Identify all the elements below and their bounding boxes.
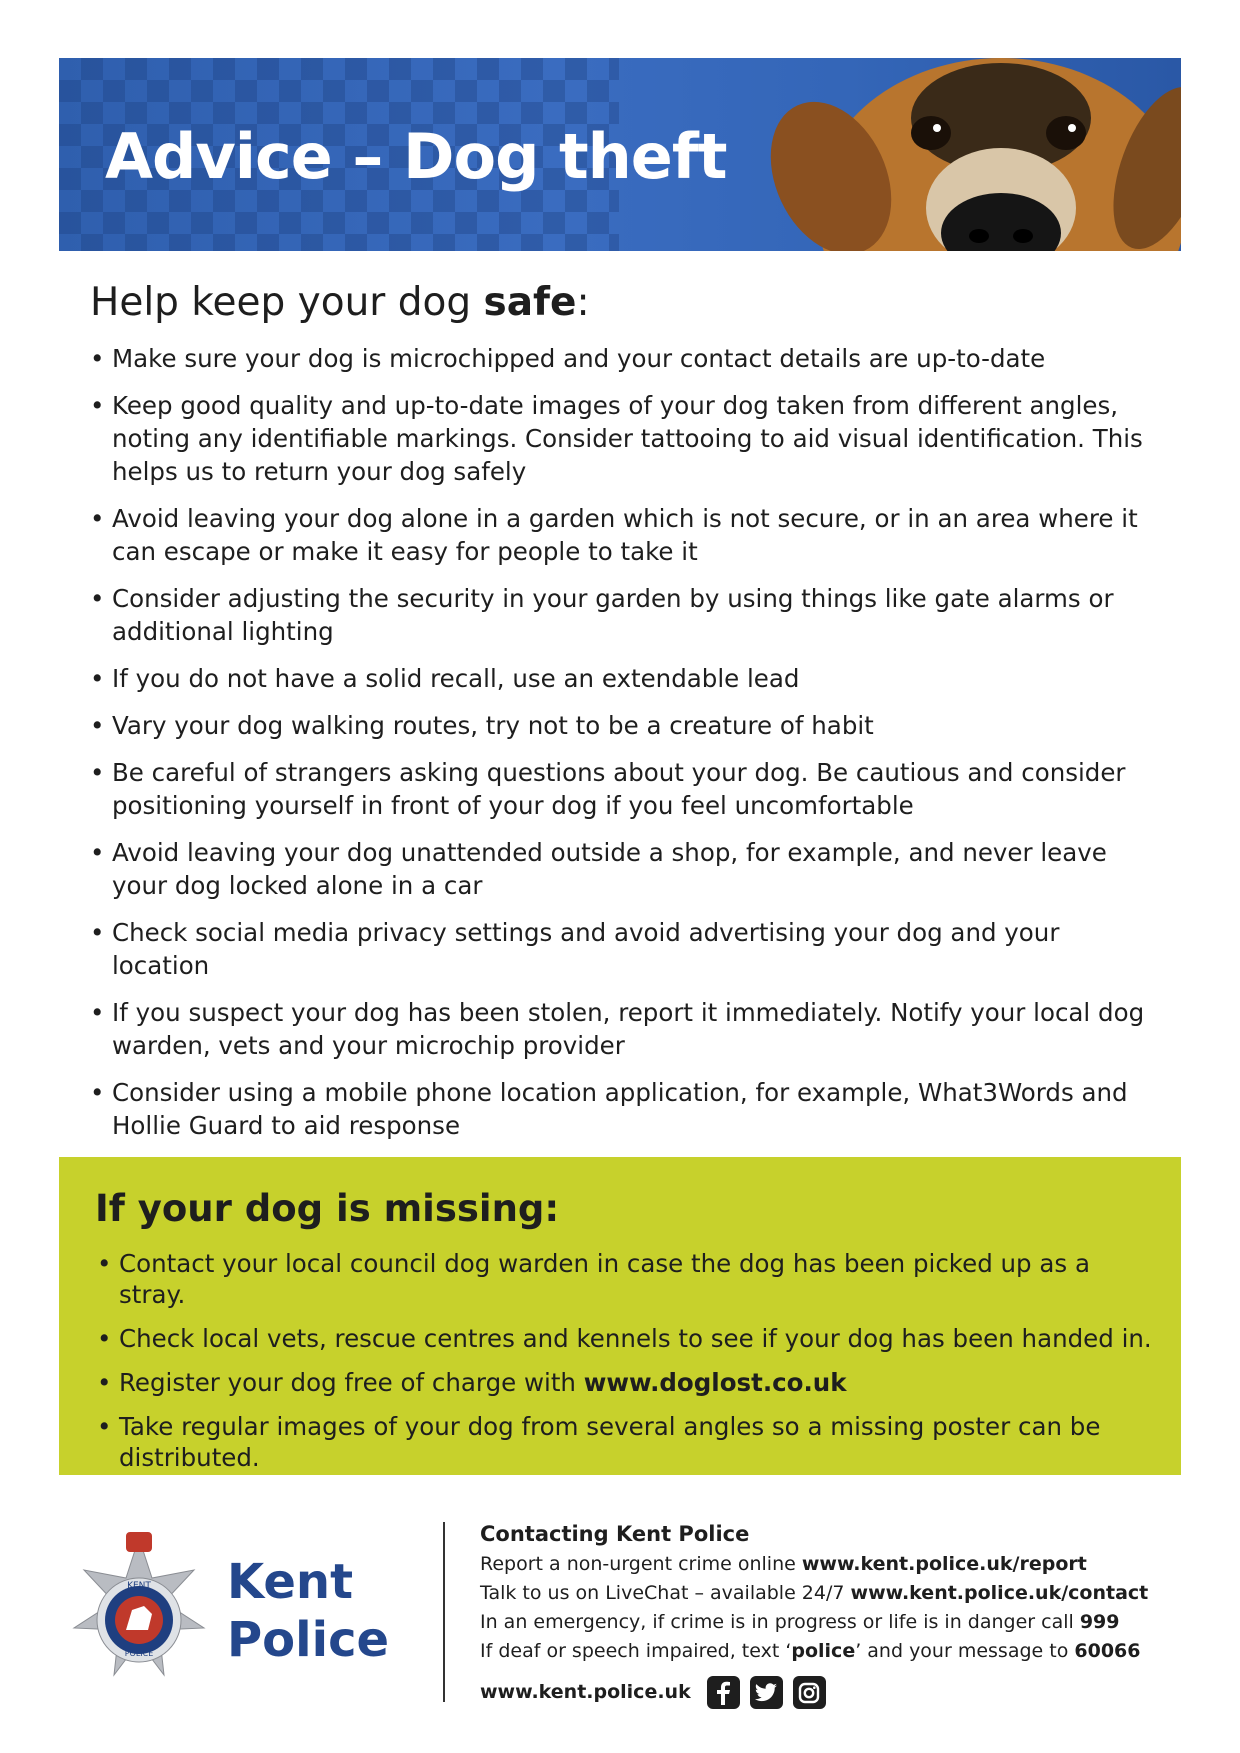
list-item: • Vary your dog walking routes, try not to be a creature of habit (88, 709, 1148, 742)
instagram-icon[interactable] (793, 1676, 826, 1709)
report-link[interactable]: www.kent.police.uk/report (801, 1553, 1087, 1575)
list-item: • Contact your local council dog warden in case the dog has been picked up as a stray. (95, 1248, 1155, 1310)
text-keyword: police (791, 1640, 856, 1662)
facebook-icon[interactable] (707, 1676, 740, 1709)
list-item (95, 1367, 1155, 1398)
list-item: • Consider adjusting the security in your garden by using things like gate alarms or additional lighting (88, 582, 1148, 648)
missing-dog-panel (59, 1157, 1181, 1475)
contact-line-emergency (480, 1608, 1148, 1637)
contact-line-report (480, 1550, 1148, 1579)
safety-heading-suffix: : (576, 280, 590, 325)
website-link[interactable]: www.kent.police.uk (480, 1681, 691, 1703)
list-item: • Avoid leaving your dog unattended outside a shop, for example, and never leave your dog locked alone in a car (88, 836, 1148, 902)
brand-line-1: Kent (227, 1554, 354, 1610)
safety-heading (90, 280, 590, 325)
badge-bottom-text: POLICE (124, 1649, 154, 1658)
text-number: 60066 (1074, 1640, 1141, 1662)
safety-heading-bold: safe (483, 280, 577, 325)
emergency-number: 999 (1079, 1611, 1120, 1633)
list-item: • Avoid leaving your dog alone in a garden which is not secure, or in an area where it can escape or make it easy for people to take it (88, 502, 1148, 568)
contact-line-text (480, 1637, 1148, 1666)
brand-line-2: Police (227, 1612, 390, 1668)
contact-link[interactable]: www.kent.police.uk/contact (850, 1582, 1149, 1604)
list-item: • Check social media privacy settings and avoid advertising your dog and your location (88, 916, 1148, 982)
contact-text: In an emergency, if crime is in progress or life is in danger call (480, 1611, 1080, 1633)
doglost-link[interactable]: www.doglost.co.uk (583, 1368, 847, 1397)
kent-police-badge-icon (64, 1530, 214, 1686)
brand-name (227, 1553, 389, 1669)
page-title: Advice – Dog theft (105, 120, 727, 193)
contact-heading: Contacting Kent Police (480, 1522, 750, 1546)
contact-text: Talk to us on LiveChat – available 24/7 (480, 1582, 851, 1604)
header-banner (59, 58, 1181, 251)
list-item: • If you suspect your dog has been stolen, report it immediately. Notify your local dog warden, vets and your microchip provider (88, 996, 1148, 1062)
badge-top-text: KENT (127, 1581, 151, 1591)
list-item: • Take regular images of your dog from several angles so a missing poster can be distributed. (95, 1411, 1155, 1473)
missing-heading: If your dog is missing: (95, 1187, 560, 1230)
list-item: • Be careful of strangers asking questions about your dog. Be cautious and consider positioning yourself in front of your dog if you feel uncomfortable (88, 756, 1148, 822)
list-item: • Keep good quality and up-to-date images of your dog taken from different angles, noting any identifiable markings. Consider tattooing to aid visual identification. This helps us to return your dog safely (88, 389, 1148, 488)
website-row (480, 1676, 1148, 1709)
missing-steps-list (95, 1248, 1155, 1486)
contact-line-livechat (480, 1579, 1148, 1608)
register-text: Register your dog free of charge with (119, 1368, 584, 1397)
dog-photo (711, 58, 1181, 251)
safety-heading-prefix: Help keep your dog (90, 280, 484, 325)
contact-block (480, 1518, 1148, 1709)
list-item: • Consider using a mobile phone location application, for example, What3Words and Hollie Guard to aid response (88, 1076, 1148, 1142)
safety-tips-list (88, 342, 1148, 1156)
twitter-icon[interactable] (750, 1676, 783, 1709)
list-item: • Check local vets, rescue centres and kennels to see if your dog has been handed in. (95, 1323, 1155, 1354)
contact-text: ’ and your message to (855, 1640, 1075, 1662)
footer-divider (443, 1522, 445, 1702)
contact-text: If deaf or speech impaired, text ‘ (480, 1640, 792, 1662)
list-item: • Make sure your dog is microchipped and your contact details are up-to-date (88, 342, 1148, 375)
contact-text: Report a non-urgent crime online (480, 1553, 802, 1575)
list-item: • If you do not have a solid recall, use an extendable lead (88, 662, 1148, 695)
